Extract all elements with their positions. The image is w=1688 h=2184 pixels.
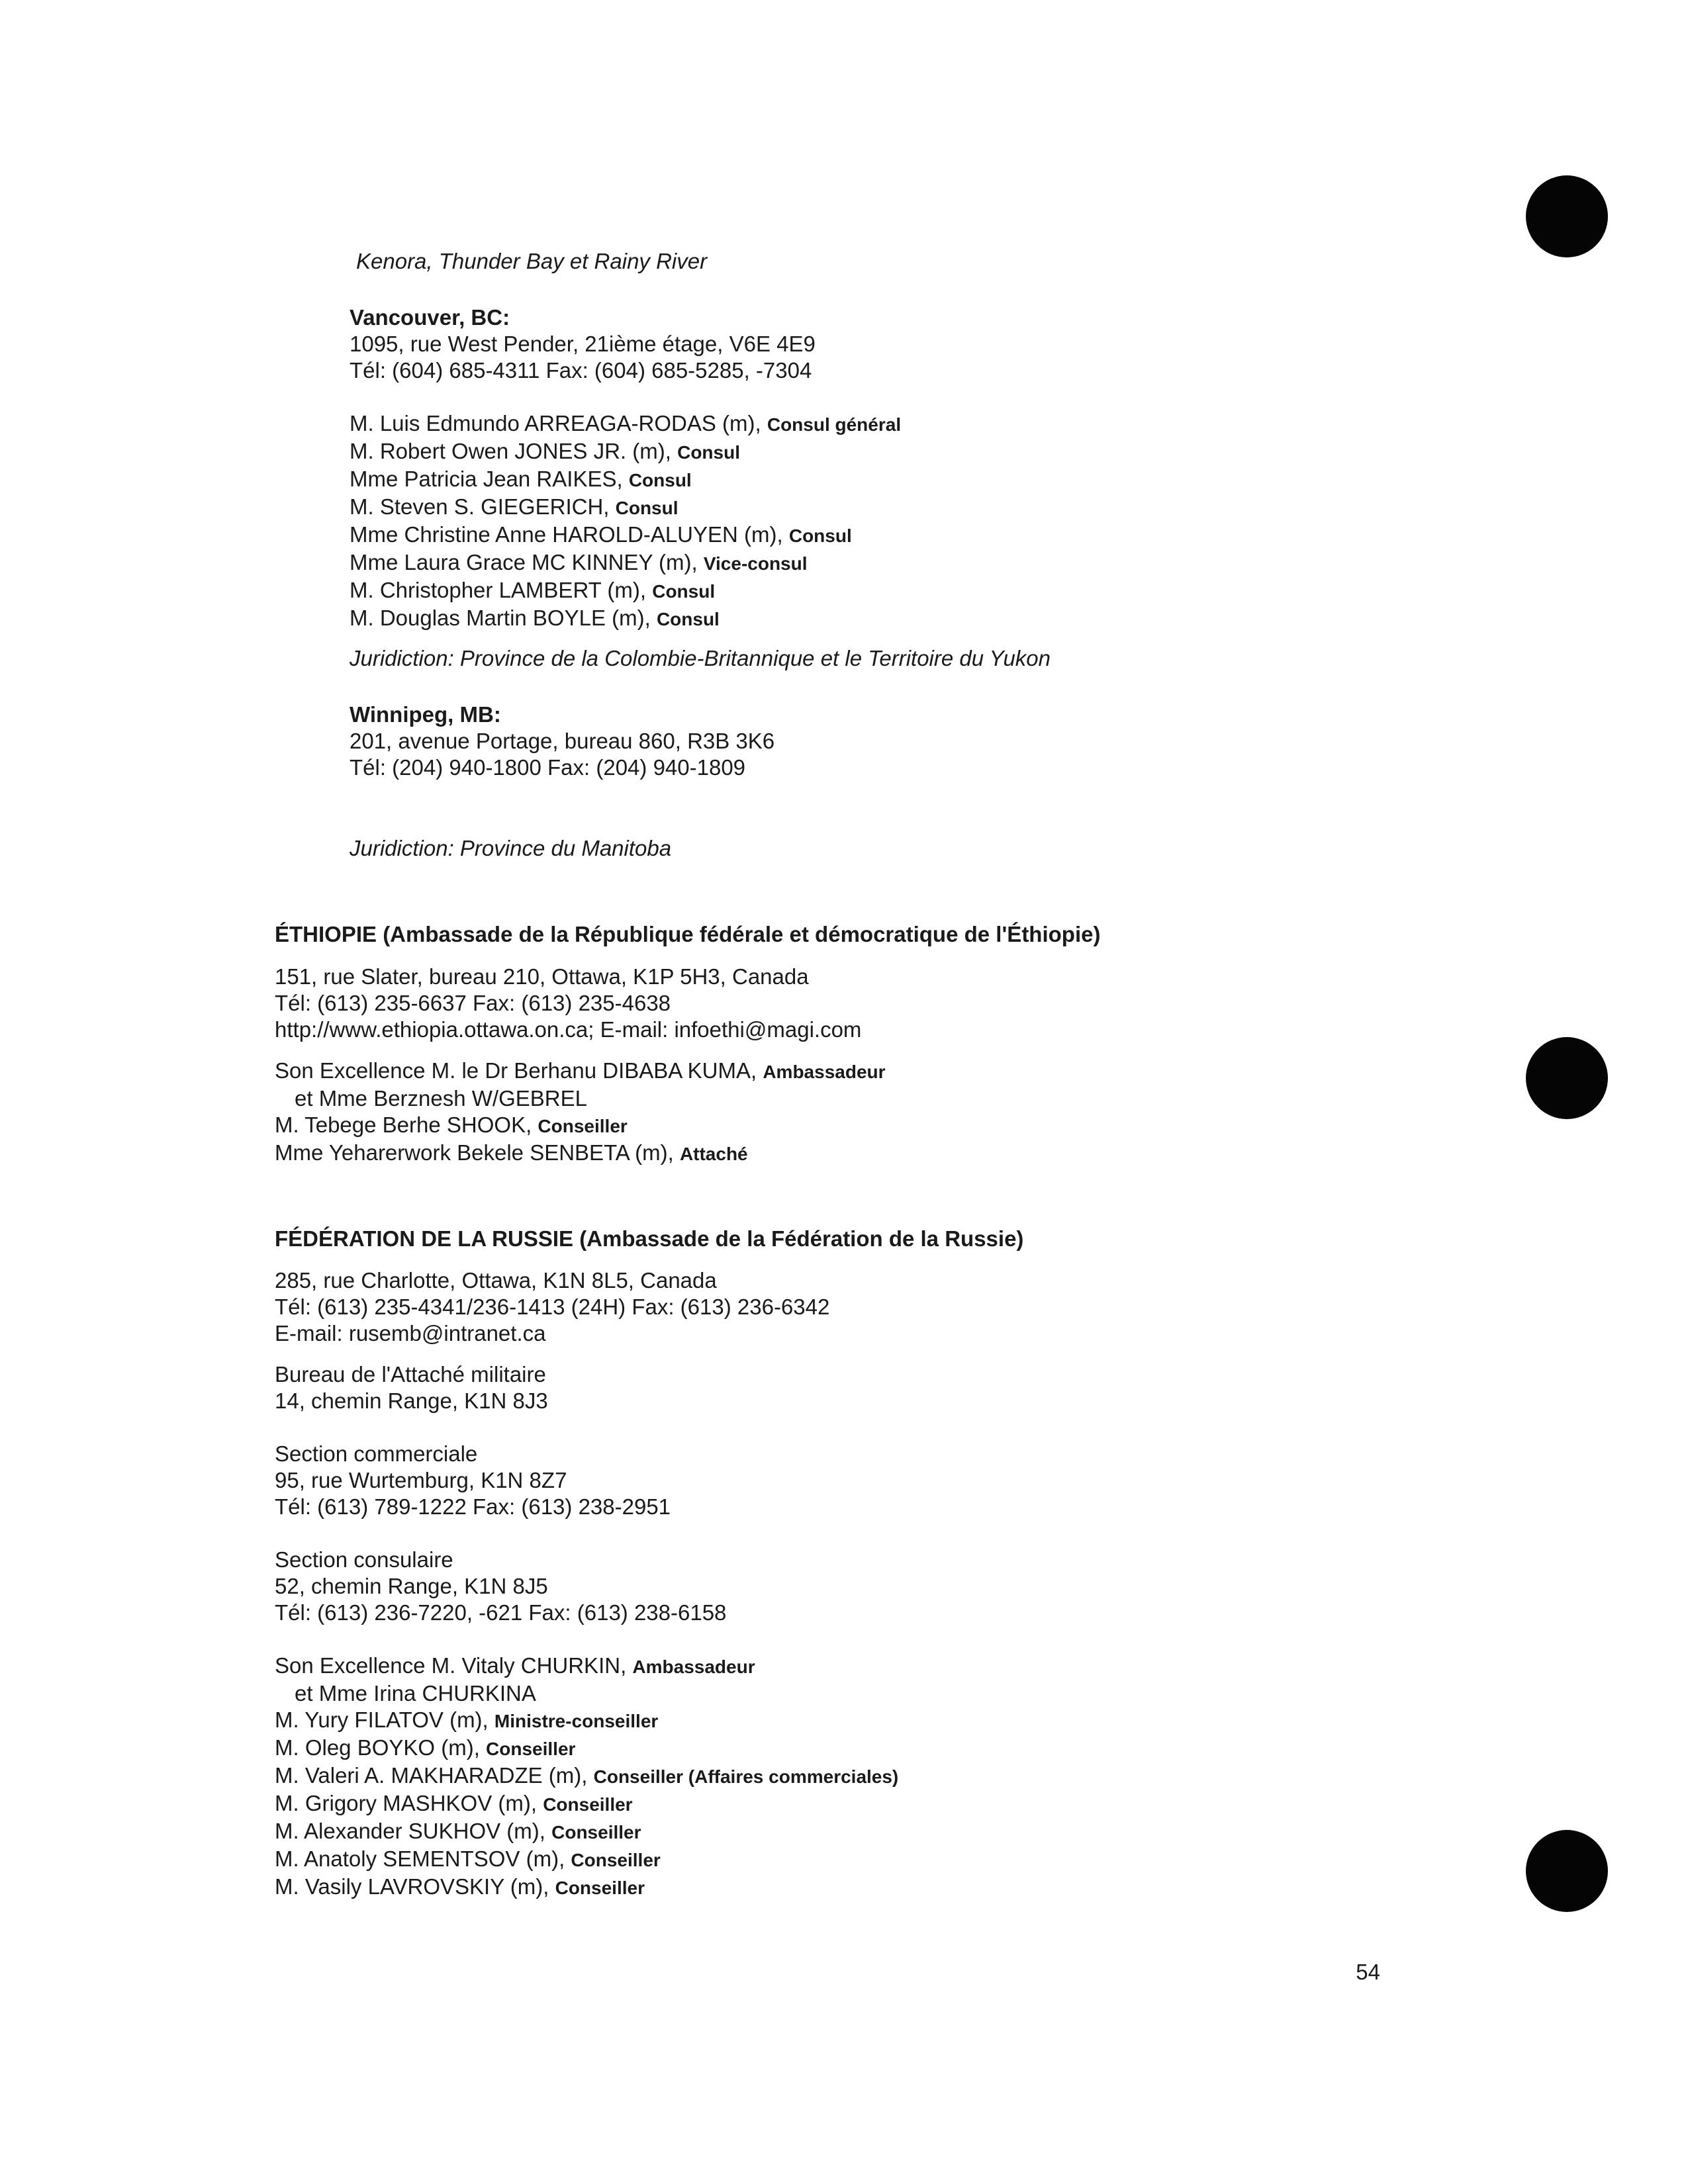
staff-entry <box>275 1140 886 1167</box>
ethiopia-staff-list <box>275 1058 886 1167</box>
staff-name: M. Douglas Martin BOYLE (m), <box>350 606 651 630</box>
staff-name: Mme Patricia Jean RAIKES, <box>350 467 623 491</box>
russia-address: 285, rue Charlotte, Ottawa, K1N 8L5, Canada <box>275 1268 717 1293</box>
russia-staff-list <box>275 1653 898 1901</box>
winnipeg-section <box>350 702 774 781</box>
staff-role: Conseiller <box>486 1739 576 1759</box>
staff-role: Conseiller (Affaires commerciales) <box>593 1766 899 1787</box>
staff-name: Mme Christine Anne HAROLD-ALUYEN (m), <box>350 522 783 547</box>
staff-entry <box>275 1707 898 1735</box>
staff-role: Conseiller <box>551 1822 641 1843</box>
ethiopia-section <box>275 921 1100 948</box>
russia-heading: FÉDÉRATION DE LA RUSSIE (Ambassade de la Fédération de la Russie) <box>275 1226 1024 1251</box>
vancouver-address: 1095, rue West Pender, 21ième étage, V6E 4E9 <box>350 332 816 356</box>
staff-role: Attaché <box>679 1144 748 1164</box>
punch-hole-middle <box>1526 1037 1608 1119</box>
staff-name: M. Robert Owen JONES JR. (m), <box>350 439 671 463</box>
staff-role: Consul <box>615 498 679 518</box>
page-number: 54 <box>1356 1960 1380 1984</box>
staff-name: Son Excellence M. le Dr Berhanu DIBABA KUMA, <box>275 1058 757 1083</box>
staff-entry <box>350 494 901 522</box>
staff-role: Consul <box>628 470 692 490</box>
staff-entry <box>350 522 901 549</box>
staff-name: M. Valeri A. MAKHARADZE (m), <box>275 1763 588 1788</box>
staff-entry <box>275 1085 886 1112</box>
winnipeg-address: 201, avenue Portage, bureau 860, R3B 3K6 <box>350 729 775 753</box>
staff-name: et Mme Berznesh W/GEBREL <box>295 1086 587 1111</box>
staff-entry <box>350 549 901 577</box>
russia-military-office: Bureau de l'Attaché militaire 14, chemin Range, K1N 8J3 <box>275 1362 548 1413</box>
vancouver-heading: Vancouver, BC: <box>350 305 510 330</box>
staff-entry <box>275 1112 886 1140</box>
staff-role: Consul <box>677 442 740 463</box>
staff-entry <box>275 1680 898 1707</box>
staff-name: Mme Yeharerwork Bekele SENBETA (m), <box>275 1140 674 1165</box>
staff-entry <box>275 1874 898 1901</box>
staff-role: Conseiller <box>555 1878 645 1898</box>
staff-entry <box>275 1790 898 1818</box>
russia-commercial-section: Section commerciale 95, rue Wurtemburg, K1N 8Z7 Tél: (613) 789-1222 Fax: (613) 238-2951 <box>275 1441 671 1519</box>
staff-role: Ministre-conseiller <box>494 1711 659 1731</box>
staff-name: Son Excellence M. Vitaly CHURKIN, <box>275 1653 627 1678</box>
russia-email: E-mail: rusemb@intranet.ca <box>275 1321 546 1345</box>
staff-entry <box>275 1058 886 1085</box>
staff-entry <box>350 410 901 438</box>
staff-role: Ambassadeur <box>632 1657 755 1677</box>
staff-name: M. Luis Edmundo ARREAGA-RODAS (m), <box>350 411 761 435</box>
vancouver-jurisdiction: Juridiction: Province de la Colombie-Britannique et le Territoire du Yukon <box>350 646 1051 670</box>
staff-entry <box>275 1653 898 1680</box>
staff-entry <box>275 1846 898 1874</box>
staff-name: M. Steven S. GIEGERICH, <box>350 494 610 519</box>
staff-name: Mme Laura Grace MC KINNEY (m), <box>350 550 698 574</box>
staff-role: Conseiller <box>571 1850 661 1870</box>
staff-role: Vice-consul <box>703 553 808 574</box>
ethiopia-heading: ÉTHIOPIE (Ambassade de la République fédérale et démocratique de l'Éthiopie) <box>275 922 1101 946</box>
winnipeg-jurisdiction: Juridiction: Province du Manitoba <box>350 836 672 860</box>
staff-name: M. Anatoly SEMENTSOV (m), <box>275 1846 565 1871</box>
staff-role: Consul <box>656 609 720 629</box>
staff-name: et Mme Irina CHURKINA <box>295 1681 536 1706</box>
ethiopia-web: http://www.ethiopia.ottawa.on.ca; E-mail: infoethi@magi.com <box>275 1017 862 1042</box>
staff-name: M. Tebege Berhe SHOOK, <box>275 1113 532 1137</box>
vancouver-staff-list <box>350 410 901 633</box>
staff-name: M. Oleg BOYKO (m), <box>275 1735 480 1760</box>
staff-role: Consul <box>788 525 852 546</box>
staff-name: M. Alexander SUKHOV (m), <box>275 1819 545 1843</box>
punch-hole-top <box>1526 175 1608 257</box>
vancouver-phone: Tél: (604) 685-4311 Fax: (604) 685-5285, -7304 <box>350 358 812 383</box>
ethiopia-address: 151, rue Slater, bureau 210, Ottawa, K1P 5H3, Canada <box>275 964 809 989</box>
russia-phone: Tél: (613) 235-4341/236-1413 (24H) Fax: (613) 236-6342 <box>275 1295 830 1319</box>
winnipeg-phone: Tél: (204) 940-1800 Fax: (204) 940-1809 <box>350 755 746 780</box>
staff-name: M. Grigory MASHKOV (m), <box>275 1791 538 1815</box>
russia-section <box>275 1226 1023 1252</box>
winnipeg-heading: Winnipeg, MB: <box>350 702 501 727</box>
staff-entry <box>350 438 901 466</box>
staff-entry <box>350 605 901 633</box>
ethiopia-phone: Tél: (613) 235-6637 Fax: (613) 235-4638 <box>275 991 671 1015</box>
staff-role: Ambassadeur <box>763 1062 886 1082</box>
staff-entry <box>275 1762 898 1790</box>
staff-entry <box>350 577 901 605</box>
staff-entry <box>275 1818 898 1846</box>
staff-entry <box>275 1735 898 1762</box>
kenora-jurisdiction: Kenora, Thunder Bay et Rainy River <box>356 249 708 273</box>
staff-role: Consul <box>652 581 716 602</box>
vancouver-section <box>350 304 816 384</box>
staff-name: M. Christopher LAMBERT (m), <box>350 578 647 602</box>
staff-role: Consul général <box>767 414 902 435</box>
staff-role: Conseiller <box>538 1116 628 1136</box>
russia-consular-section: Section consulaire 52, chemin Range, K1N 8J5 Tél: (613) 236-7220, -621 Fax: (613) 238-6158 <box>275 1547 727 1625</box>
staff-name: M. Vasily LAVROVSKIY (m), <box>275 1874 549 1899</box>
staff-role: Conseiller <box>543 1794 633 1815</box>
staff-entry <box>350 466 901 494</box>
punch-hole-bottom <box>1526 1830 1608 1912</box>
staff-name: M. Yury FILATOV (m), <box>275 1707 489 1732</box>
ethiopia-contact <box>275 964 861 1043</box>
russia-contact <box>275 1267 829 1347</box>
